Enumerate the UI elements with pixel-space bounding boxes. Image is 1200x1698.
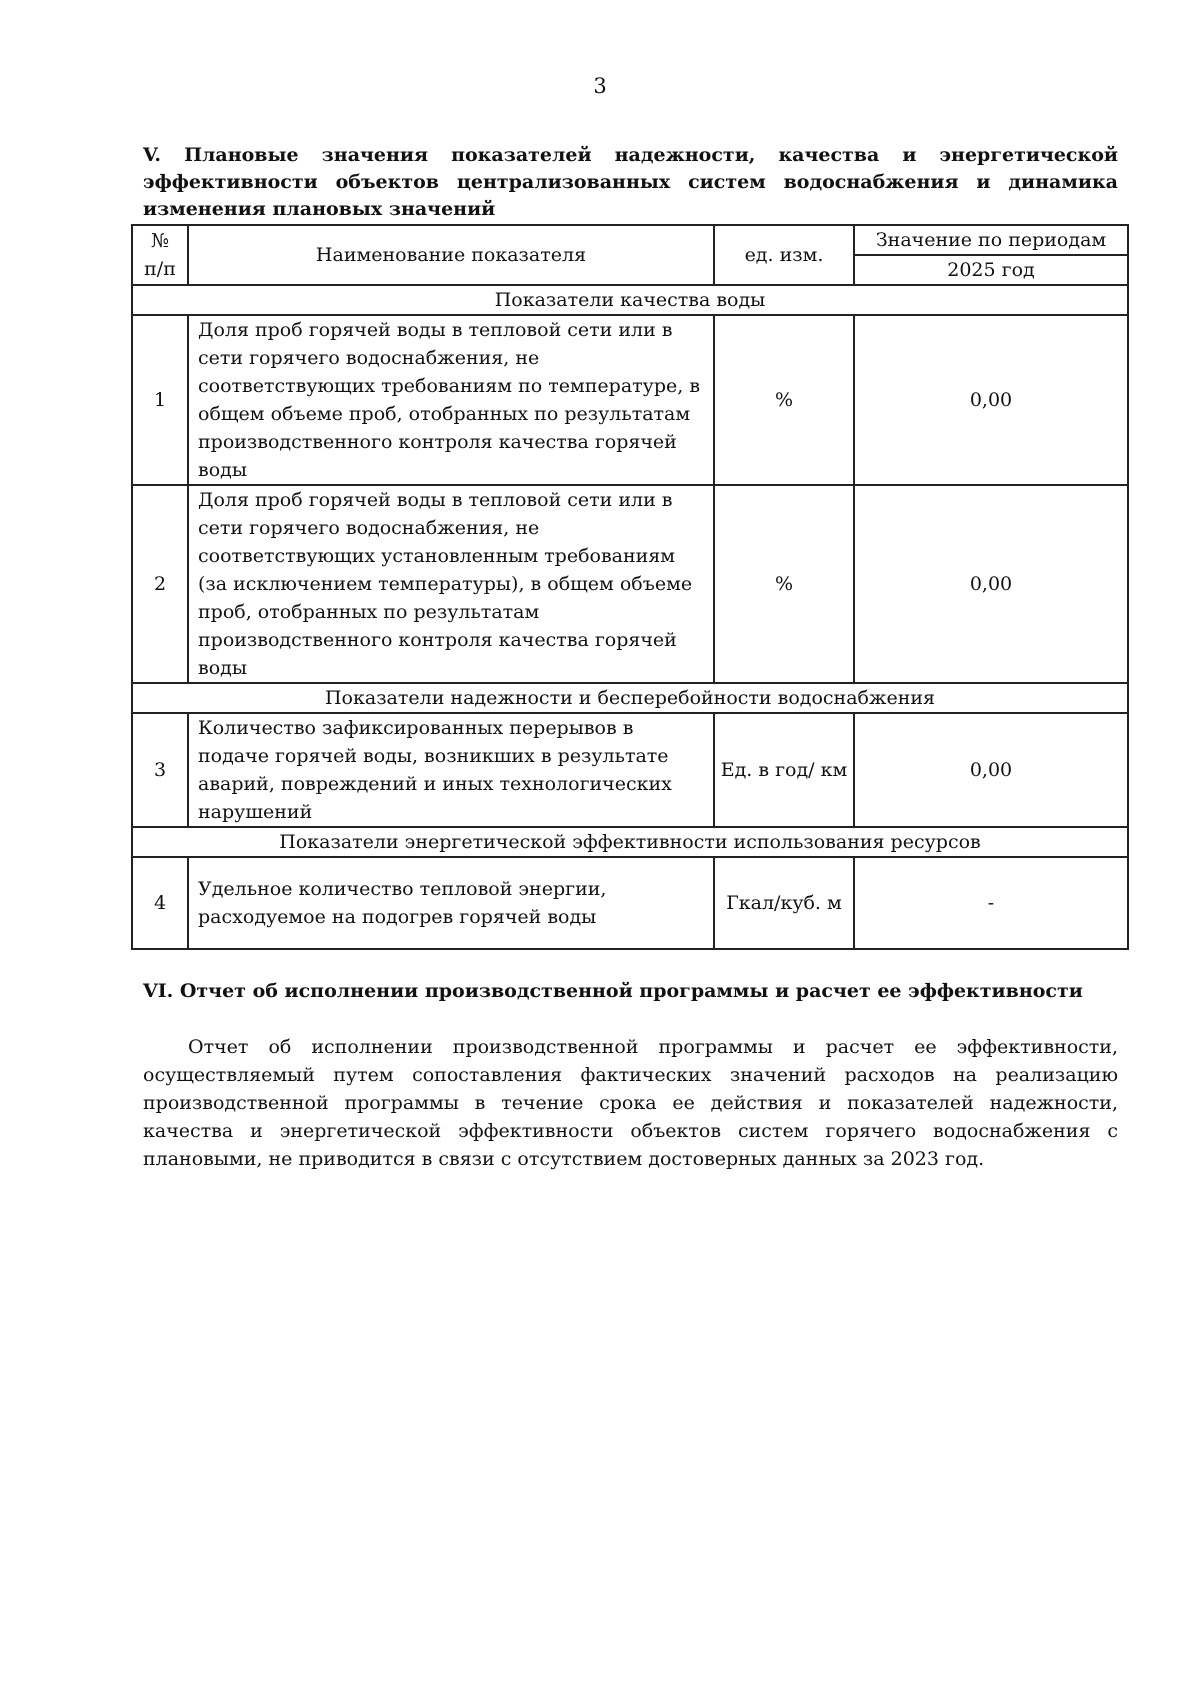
group-title: Показатели надежности и бесперебойности водоснабжения	[132, 683, 1128, 713]
row-num: 1	[132, 315, 188, 485]
table-row	[132, 485, 1128, 683]
section-6-title: VI. Отчет об исполнении производственной программы и расчет ее эффективности	[143, 980, 1083, 1002]
row-num: 3	[132, 713, 188, 827]
indicators-table-container	[131, 224, 1127, 950]
group-title: Показатели энергетической эффективности использования ресурсов	[132, 827, 1128, 857]
row-num: 2	[132, 485, 188, 683]
table-row	[132, 315, 1128, 485]
row-indicator-name: Доля проб горячей воды в тепловой сети или в сети горячего водоснабжения, не соответствующих установленным требованиям (за исключением температуры), в общем объеме проб, отобранных по результатам производственного контроля качества горячей воды	[188, 485, 714, 683]
row-unit: Ед. в год/ км	[714, 713, 854, 827]
group-title: Показатели качества воды	[132, 285, 1128, 315]
header-name-cell: Наименование показателя	[188, 225, 714, 285]
table-row	[132, 713, 1128, 827]
header-unit-cell: ед. изм.	[714, 225, 854, 285]
header-num-cell	[132, 225, 188, 285]
page-number: 3	[593, 74, 607, 98]
row-value: -	[854, 857, 1128, 949]
header-num-line2: п/п	[144, 258, 176, 280]
section-6-paragraph: Отчет об исполнении производственной программы и расчет ее эффективности, осуществляемый путем сопоставления фактических значений расходов на реализацию производственной программы в течение срока ее действия и показателей надежности, качества и энергетической эффективности объектов систем горячего водоснабжения с плановыми, не приводится в связи с отсутствием достоверных данных за 2023 год.	[143, 1036, 1118, 1170]
group-row-energy-efficiency	[132, 827, 1128, 857]
section-5-title: V. Плановые значения показателей надежности, качества и энергетической эффективности объектов централизованных систем водоснабжения и динамика изменения плановых значений	[143, 144, 1118, 220]
indicators-table	[131, 224, 1129, 950]
table-header-row-1	[132, 225, 1128, 255]
row-value: 0,00	[854, 315, 1128, 485]
header-num-line1: №	[151, 230, 169, 252]
header-value-group-cell: Значение по периодам	[854, 225, 1128, 255]
row-unit: %	[714, 485, 854, 683]
group-row-water-quality	[132, 285, 1128, 315]
row-value: 0,00	[854, 713, 1128, 827]
table-row	[132, 857, 1128, 949]
row-num: 4	[132, 857, 188, 949]
row-indicator-name: Удельное количество тепловой энергии, расходуемое на подогрев горячей воды	[188, 857, 714, 949]
row-unit: %	[714, 315, 854, 485]
row-value: 0,00	[854, 485, 1128, 683]
row-unit: Гкал/куб. м	[714, 857, 854, 949]
group-row-reliability	[132, 683, 1128, 713]
row-indicator-name: Доля проб горячей воды в тепловой сети или в сети горячего водоснабжения, не соответствующих требованиям по температуре, в общем объеме проб, отобранных по результатам производственного контроля качества горячей воды	[188, 315, 714, 485]
row-indicator-name: Количество зафиксированных перерывов в подаче горячей воды, возникших в результате аварий, повреждений и иных технологических нарушений	[188, 713, 714, 827]
header-year-cell: 2025 год	[854, 255, 1128, 285]
